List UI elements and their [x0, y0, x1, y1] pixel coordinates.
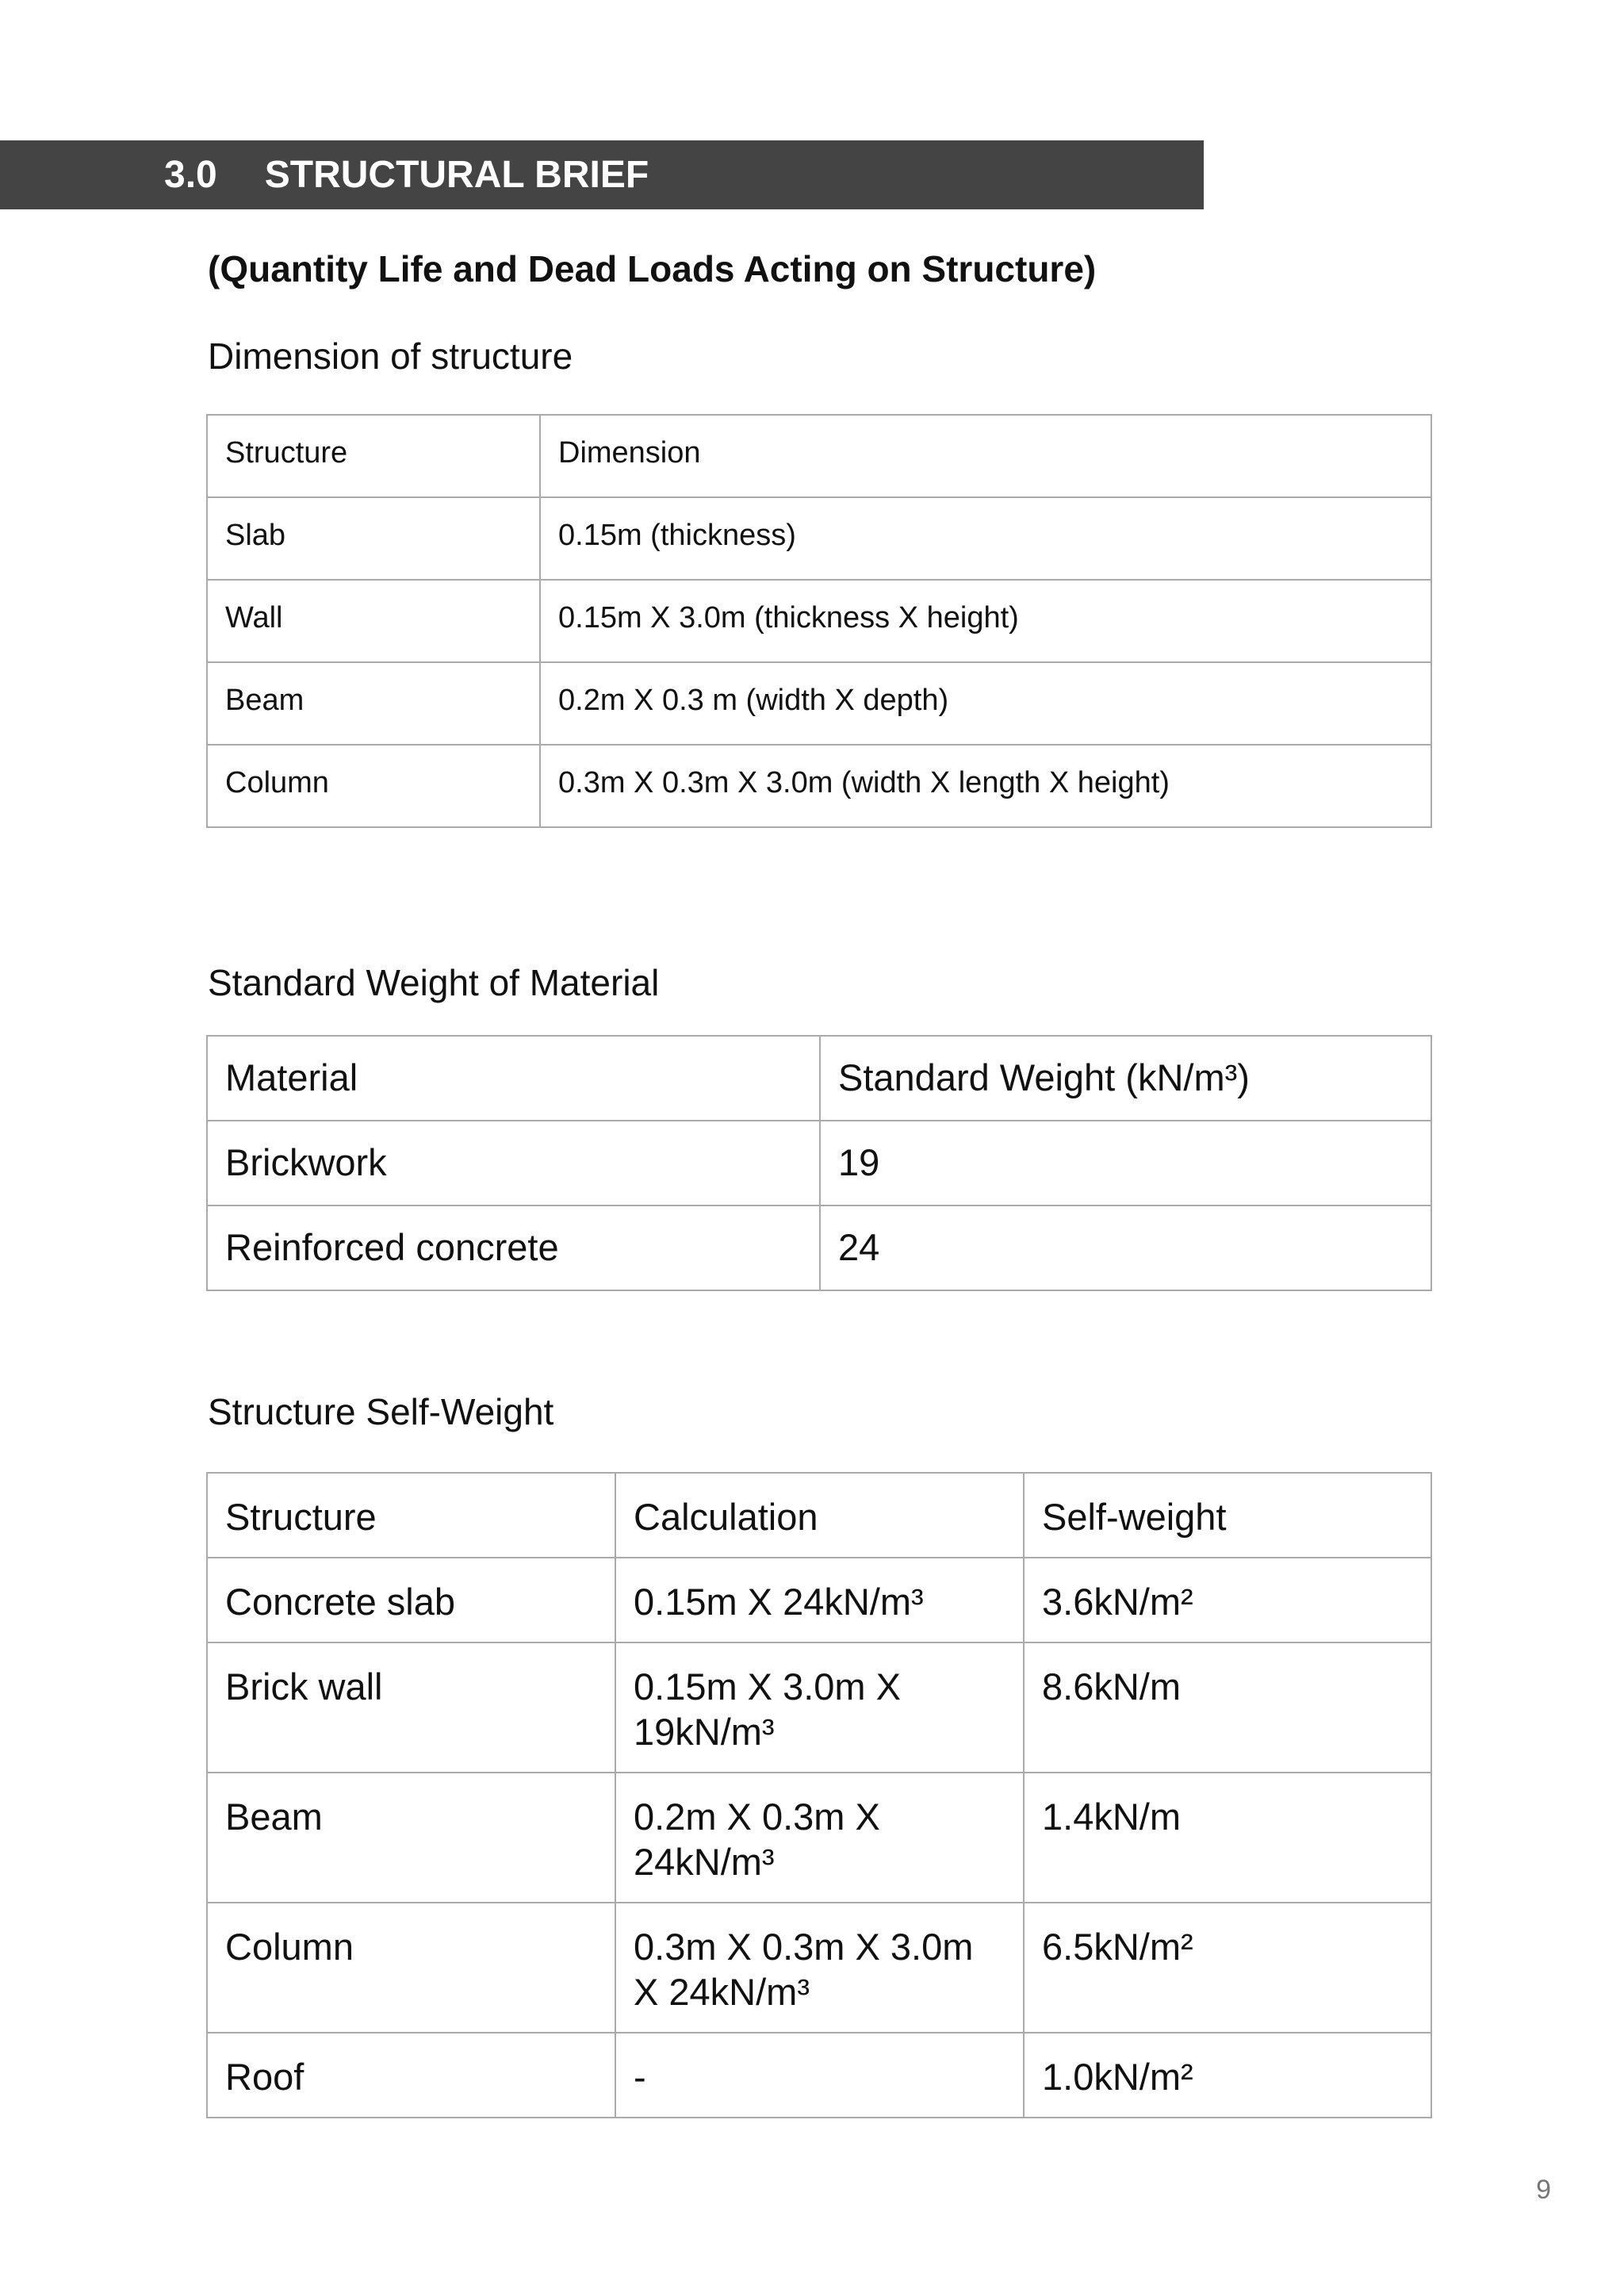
table-row	[207, 1121, 1431, 1205]
section-number: 3.0	[164, 154, 217, 196]
table-row	[207, 2033, 1431, 2118]
table-row	[207, 1773, 1431, 1903]
table-cell: Reinforced concrete	[207, 1205, 820, 1290]
material-table	[206, 1035, 1432, 1291]
dimension-heading: Dimension of structure	[208, 335, 573, 377]
table-header-row	[207, 415, 1431, 497]
table-cell: 0.3m X 0.3m X 3.0m X 24kN/m³	[615, 1903, 1024, 2033]
table-cell: -	[615, 2033, 1024, 2118]
table-row	[207, 1903, 1431, 2033]
table-row	[207, 1642, 1431, 1773]
table-row	[207, 580, 1431, 662]
table-cell: Wall	[207, 580, 540, 662]
table-cell: 6.5kN/m²	[1024, 1903, 1431, 2033]
table-header-cell: Dimension	[540, 415, 1431, 497]
table-row	[207, 497, 1431, 580]
table-cell: 1.0kN/m²	[1024, 2033, 1431, 2118]
table-cell: 24	[820, 1205, 1431, 1290]
table-cell: 19	[820, 1121, 1431, 1205]
table-cell: Roof	[207, 2033, 615, 2118]
table-cell: 1.4kN/m	[1024, 1773, 1431, 1903]
table-header-cell: Calculation	[615, 1473, 1024, 1558]
table-cell: 0.2m X 0.3 m (width X depth)	[540, 662, 1431, 745]
section-subtitle: (Quantity Life and Dead Loads Acting on Structure)	[208, 248, 1097, 289]
table-row	[207, 1205, 1431, 1290]
table-cell: 0.3m X 0.3m X 3.0m (width X length X height)	[540, 745, 1431, 827]
table-header-cell: Structure	[207, 1473, 615, 1558]
selfweight-heading: Structure Self-Weight	[208, 1391, 554, 1432]
selfweight-table	[206, 1472, 1432, 2118]
table-cell: 3.6kN/m²	[1024, 1558, 1431, 1642]
dimension-table	[206, 414, 1432, 828]
table-row	[207, 745, 1431, 827]
table-cell: Brick wall	[207, 1642, 615, 1773]
table-header-cell: Structure	[207, 415, 540, 497]
table-cell: 8.6kN/m	[1024, 1642, 1431, 1773]
table-header-cell: Self-weight	[1024, 1473, 1431, 1558]
table-cell: Column	[207, 1903, 615, 2033]
section-header	[0, 140, 1204, 209]
table-cell: Concrete slab	[207, 1558, 615, 1642]
section-title: STRUCTURAL BRIEF	[264, 154, 649, 196]
table-cell: 0.15m X 3.0m (thickness X height)	[540, 580, 1431, 662]
table-cell: 0.15m (thickness)	[540, 497, 1431, 580]
table-cell: Slab	[207, 497, 540, 580]
table-cell: 0.2m X 0.3m X 24kN/m³	[615, 1773, 1024, 1903]
table-cell: Beam	[207, 662, 540, 745]
table-header-row	[207, 1036, 1431, 1121]
table-header-cell: Standard Weight (kN/m³)	[820, 1036, 1431, 1121]
table-row	[207, 662, 1431, 745]
table-header-cell: Material	[207, 1036, 820, 1121]
table-cell: 0.15m X 24kN/m³	[615, 1558, 1024, 1642]
table-row	[207, 1558, 1431, 1642]
table-cell: Beam	[207, 1773, 615, 1903]
table-cell: Brickwork	[207, 1121, 820, 1205]
table-cell: Column	[207, 745, 540, 827]
material-heading: Standard Weight of Material	[208, 962, 660, 1003]
table-header-row	[207, 1473, 1431, 1558]
page-number: 9	[1536, 2175, 1551, 2205]
table-cell: 0.15m X 3.0m X 19kN/m³	[615, 1642, 1024, 1773]
